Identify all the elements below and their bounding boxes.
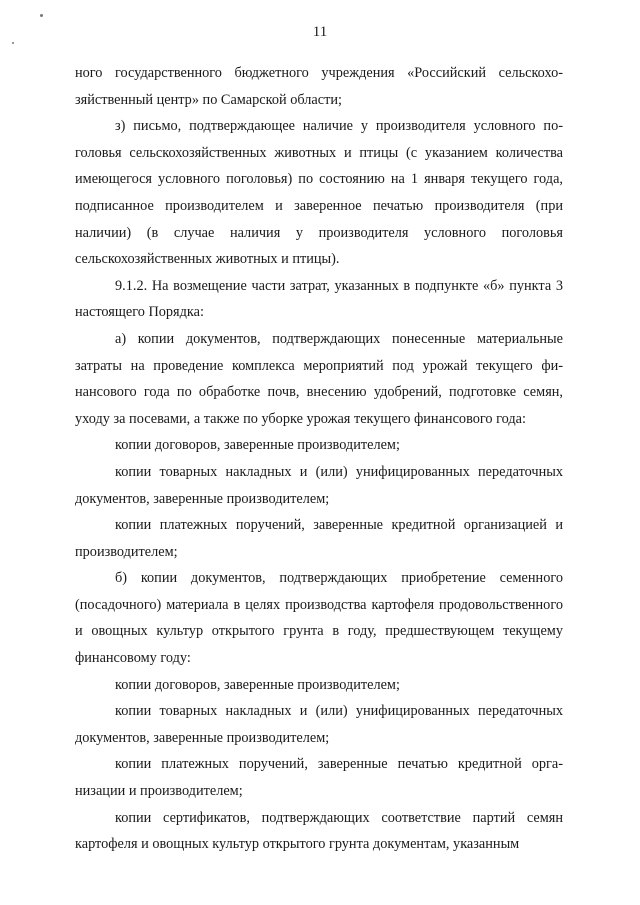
paragraph: копии платежных поручений, заверенные печатью кредитной организации и производителем; [75, 756, 563, 800]
paragraph: б) копии документов, подтверждающих приобретение семенного (посадочного) материала в целях производства картофеля продовольственного и овощных культур открытого грунта в году, предшествующем текущему финансовому году: [75, 570, 563, 667]
paragraph: а) копии документов, подтверждающих понесенные материальные затраты на проведение комплекса мероприятий под урожай текущего финансового года по обработке почв, внесению удобрений, подготовке семян, уходу за посевами, а также по уборке урожая текущего финансового года: [75, 330, 563, 427]
paragraph: копии товарных накладных и (или) унифицированных передаточных документов, заверенные производителем; [75, 703, 563, 746]
paragraph: 9.1.2. На возмещение части затрат, указанных в подпункте «б» пункта 3 настоящего Порядка: [75, 277, 563, 321]
paragraph: з) письмо, подтверждающее наличие у производителя условного поголовья сельскохозяйственных животных и птицы (с указанием количества имеющегося условного поголовья) по состоянию на 1 января текущего года, подписанное производителем и заверенное печатью производителя (при наличии) (в случае наличия у производителя условного поголовья сельскохозяйственных животных и птицы). [75, 118, 563, 268]
paragraph: ного государственного бюджетного учреждения «Российский сельскохозяйственный центр» по Самарской области; [75, 65, 563, 108]
paragraph: копии товарных накладных и (или) унифицированных передаточных документов, заверенные производителем; [75, 463, 563, 507]
paragraph: копии договоров, заверенные производителем; [115, 676, 400, 693]
document-body [75, 60, 563, 858]
scan-speck [40, 14, 43, 17]
page-number: 11 [312, 24, 328, 40]
scan-speck [12, 42, 14, 44]
paragraph: копии договоров, заверенные производителем; [115, 437, 400, 454]
paragraph: копии платежных поручений, заверенные кредитной организацией и производителем; [75, 517, 563, 560]
paragraph: копии сертификатов, подтверждающих соответствие партий семян картофеля и овощных культур открытого грунта документам, указанным [75, 809, 563, 853]
